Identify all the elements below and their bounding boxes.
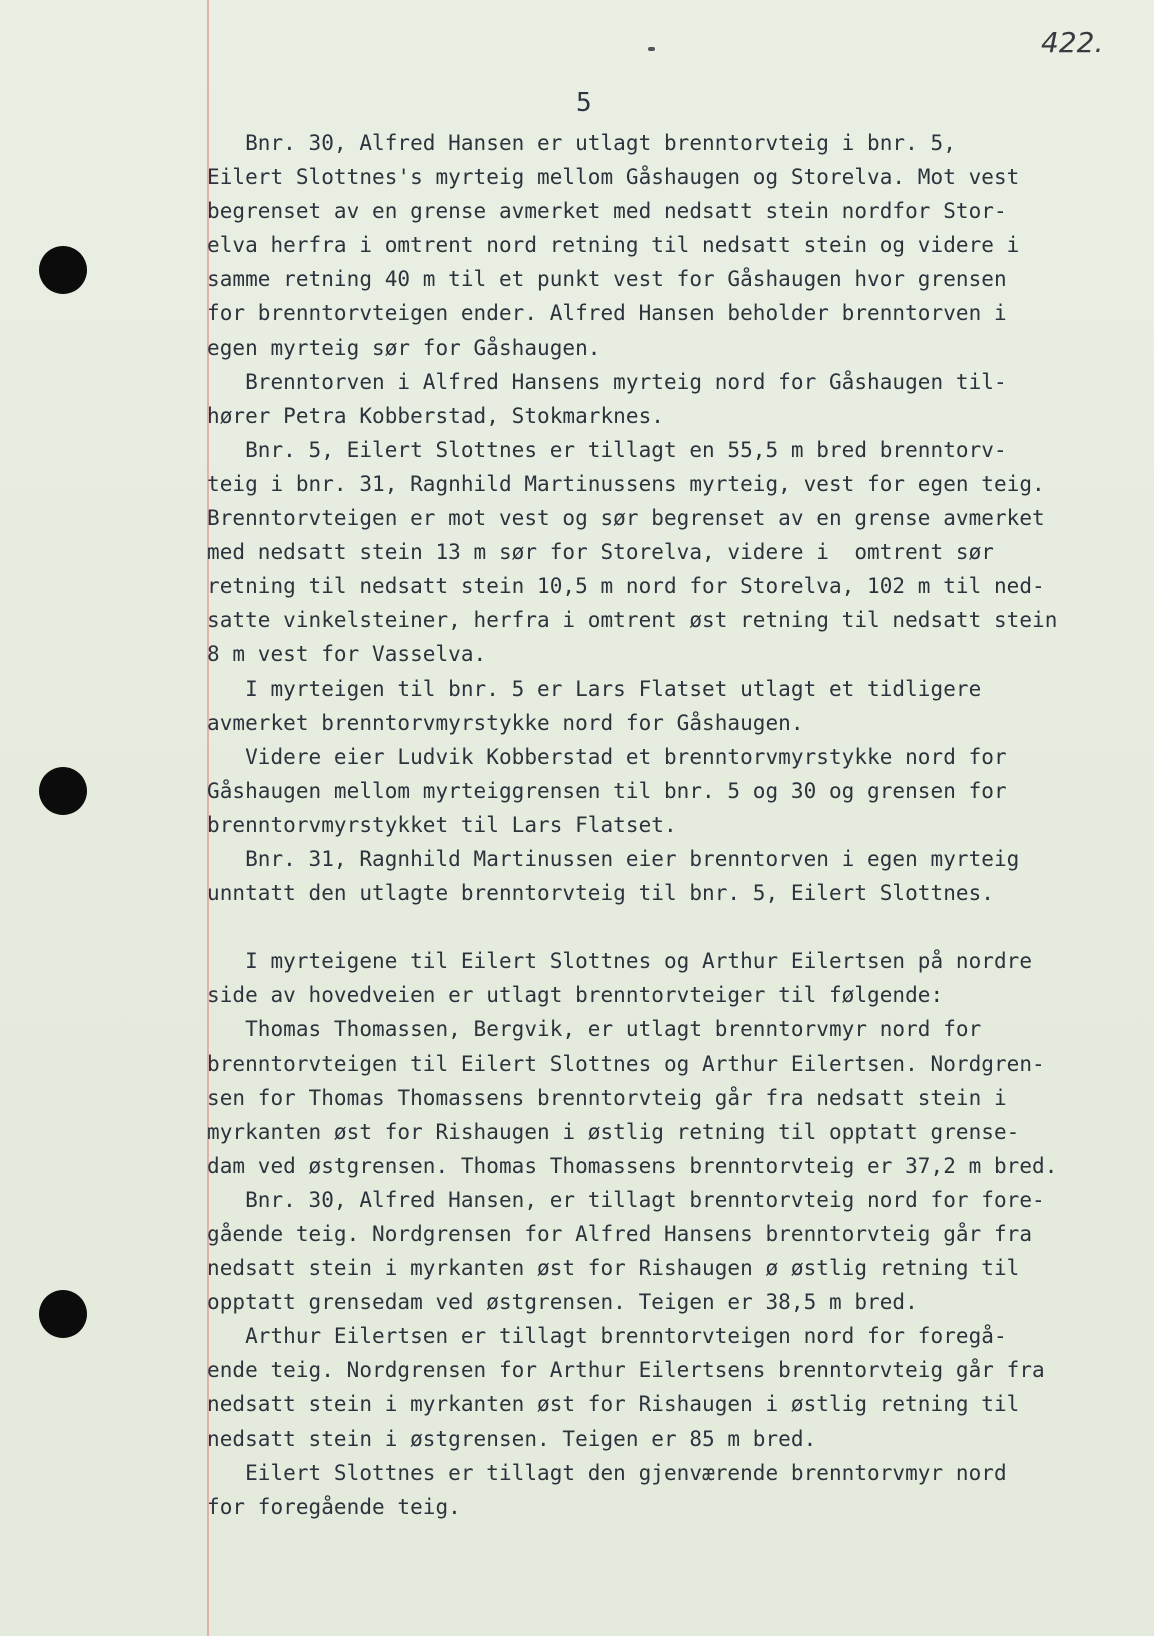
text-line: opptatt grensedam ved østgrensen. Teigen er 38,5 m bred. [207,1290,918,1315]
text-line: Videre eier Ludvik Kobberstad et brenntorvmyrstykke nord for [207,744,1007,769]
text-line: myrkanten øst for Rishaugen i østlig retning til opptatt grense- [207,1119,1020,1144]
text-line: Eilert Slottnes's myrteig mellom Gåshaugen og Storelva. Mot vest [207,165,1020,190]
text-line: Thomas Thomassen, Bergvik, er utlagt brenntorvmyr nord for [207,1017,982,1042]
text-line: retning til nedsatt stein 10,5 m nord for Storelva, 102 m til ned- [207,574,1045,599]
text-line: sen for Thomas Thomassens brenntorvteig går fra nedsatt stein i [207,1085,1007,1110]
text-line: satte vinkelsteiner, herfra i omtrent øst retning til nedsatt stein [207,608,1058,633]
section-number: 5 [576,88,592,118]
ink-mark [648,47,655,51]
text-line: 8 m vest for Vasselva. [207,642,487,667]
text-line: avmerket brenntorvmyrstykke nord for Gåshaugen. [207,710,804,735]
text-line: hører Petra Kobberstad, Stokmarknes. [207,403,664,428]
body-text [207,126,1127,1524]
text-line: nedsatt stein i østgrensen. Teigen er 85 m bred. [207,1426,817,1451]
text-line: side av hovedveien er utlagt brenntorvteiger til følgende: [207,983,944,1008]
text-line: I myrteigene til Eilert Slottnes og Arthur Eilertsen på nordre [207,949,1033,974]
paragraph-gap [207,910,1127,944]
text-line: Eilert Slottnes er tillagt den gjenværende brenntorvmyr nord [207,1460,1007,1485]
text-line: brenntorvteigen til Eilert Slottnes og Arthur Eilertsen. Nordgren- [207,1051,1045,1076]
text-line: Gåshaugen mellom myrteiggrensen til bnr. 5 og 30 og grensen for [207,778,1007,803]
text-line: I myrteigen til bnr. 5 er Lars Flatset utlagt et tidligere [207,676,982,701]
text-line: gående teig. Nordgrensen for Alfred Hansens brenntorvteig går fra [207,1222,1033,1246]
text-line: egen myrteig sør for Gåshaugen. [207,335,601,360]
text-line: nedsatt stein i myrkanten øst for Rishaugen ø østlig retning til [207,1256,1020,1281]
punch-hole-middle [39,767,87,815]
text-line: for foregående teig. [207,1494,461,1519]
text-line: Brenntorven i Alfred Hansens myrteig nord for Gåshaugen til- [207,369,1007,394]
text-line: unntatt den utlagte brenntorvteig til bnr. 5, Eilert Slottnes. [207,881,994,906]
text-line: nedsatt stein i myrkanten øst for Rishaugen i østlig retning til [207,1392,1020,1417]
text-line: Bnr. 30, Alfred Hansen er utlagt brenntorvteig i bnr. 5, [207,131,956,155]
text-line: Bnr. 31, Ragnhild Martinussen eier brenntorven i egen myrteig [207,846,1020,871]
text-line: samme retning 40 m til et punkt vest for Gåshaugen hvor grensen [207,267,1007,292]
text-line: med nedsatt stein 13 m sør for Storelva, videre i omtrent sør [207,540,994,565]
text-line: begrenset av en grense avmerket med nedsatt stein nordfor Stor- [207,199,1007,224]
text-line: for brenntorvteigen ender. Alfred Hansen beholder brenntorven i [207,301,1007,326]
text-line: elva herfra i omtrent nord retning til nedsatt stein og videre i [207,233,1020,258]
text-line: dam ved østgrensen. Thomas Thomassens brenntorvteig er 37,2 m bred. [207,1153,1058,1178]
punch-hole-top [39,246,87,294]
text-line: brenntorvmyrstykket til Lars Flatset. [207,812,677,837]
text-line: Arthur Eilertsen er tillagt brenntorvteigen nord for foregå- [207,1324,1007,1349]
text-line: Bnr. 5, Eilert Slottnes er tillagt en 55,5 m bred brenntorv- [207,437,1007,462]
text-line: ende teig. Nordgrensen for Arthur Eilertsens brenntorvteig går fra [207,1358,1045,1383]
punch-hole-bottom [39,1290,87,1338]
page-number: 422. [1041,26,1104,59]
text-line: Brenntorvteigen er mot vest og sør begrenset av en grense avmerket [207,506,1045,531]
text-line: Bnr. 30, Alfred Hansen, er tillagt brenntorvteig nord for fore- [207,1187,1045,1212]
text-line: teig i bnr. 31, Ragnhild Martinussens myrteig, vest for egen teig. [207,471,1045,496]
